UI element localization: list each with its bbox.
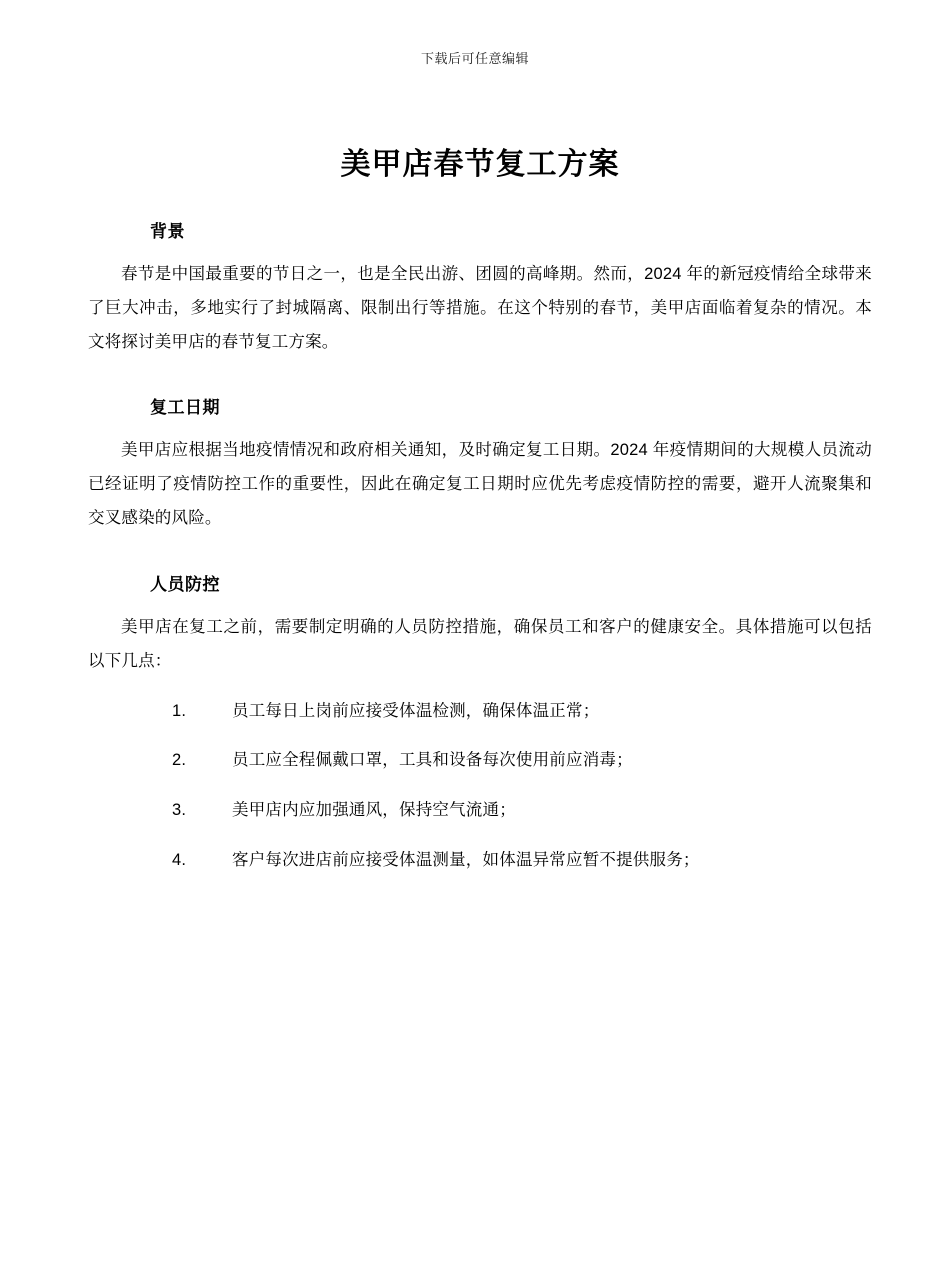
list-item-number: 3. [172, 801, 187, 820]
measures-list [88, 695, 872, 878]
page-header-note: 下载后可任意编辑 [420, 51, 529, 66]
list-item-number: 2. [172, 751, 187, 770]
section-heading-personnel-control: 人员防控 [150, 574, 220, 594]
section-paragraph-resume-date: 美甲店应根据当地疫情情况和政府相关通知，及时确定复工日期。2024 年疫情期间的大规模人员流动已经证明了疫情防控工作的重要性，因此在确定复工日期时应优先考虑疫情防控的需要，避开人流聚集和交叉感染的风险。 [88, 441, 872, 528]
section-heading-background: 背景 [150, 222, 185, 241]
list-item-number: 1. [172, 701, 187, 720]
list-item [88, 695, 872, 729]
list-item-label: 员工应全程佩戴口罩，工具和设备每次使用前应消毒； [232, 751, 633, 770]
list-item [88, 744, 872, 778]
document-page [0, 48, 950, 1278]
section-paragraph-personnel-control: 美甲店在复工之前，需要制定明确的人员防控措施，确保员工和客户的健康安全。具体措施可以包括以下几点： [88, 617, 872, 670]
list-item-label: 美甲店内应加强通风，保持空气流通； [232, 801, 516, 820]
list-item [88, 844, 872, 878]
list-item [88, 794, 872, 828]
list-item-label: 客户每次进店前应接受体温测量，如体温异常应暂不提供服务； [232, 850, 700, 869]
document-body [0, 139, 950, 878]
section-paragraph-background: 春节是中国最重要的节日之一，也是全民出游、团圆的高峰期。然而，2024 年的新冠疫情给全球带来了巨大冲击，多地实行了封城隔离、限制出行等措施。在这个特别的春节，美甲店面临着复杂的情况。本文将探讨美甲店的春节复工方案。 [88, 265, 872, 351]
section-heading-resume-date: 复工日期 [150, 398, 220, 418]
page-title: 美甲店春节复工方案 [340, 148, 620, 181]
list-item-label: 员工每日上岗前应接受体温检测，确保体温正常； [232, 701, 600, 720]
list-item-number: 4. [172, 850, 187, 869]
